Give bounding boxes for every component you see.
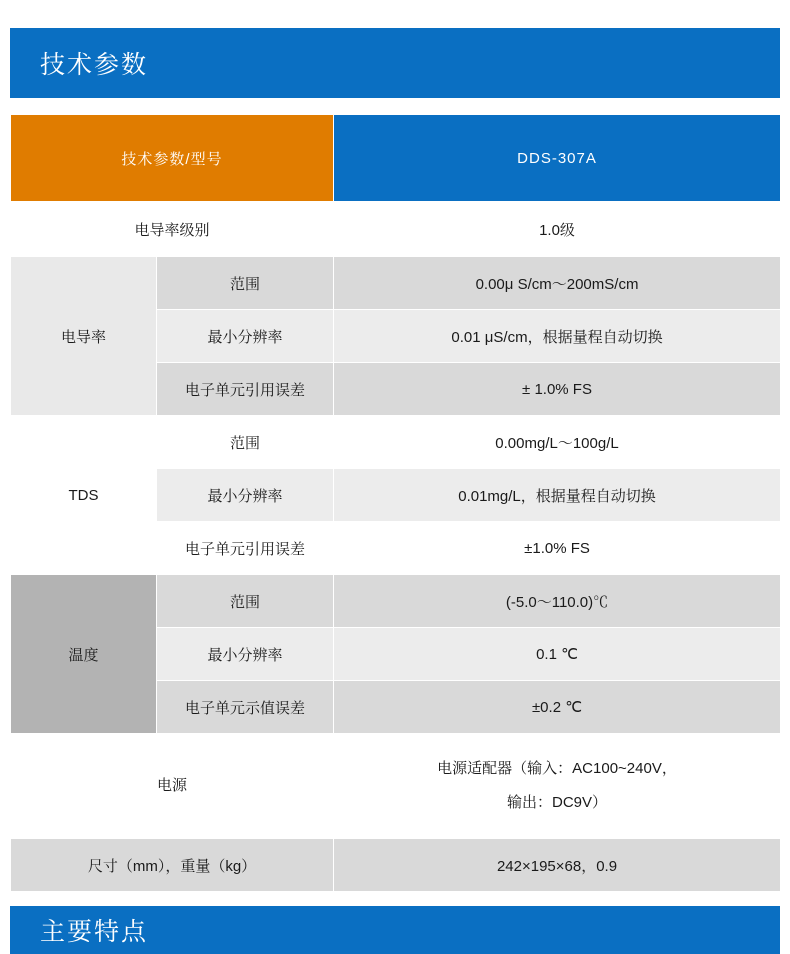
section-banner-title: 技术参数 xyxy=(40,51,149,79)
row-value-conductivity-class: 1.0级 xyxy=(334,202,781,257)
row-value-dimension: 242×195×68，0.9 xyxy=(334,839,781,892)
row-value-tds-error: ±1.0% FS xyxy=(334,522,781,575)
row-label-tds-error: 电子单元引用误差 xyxy=(157,522,334,575)
row-value-temperature-resolution: 0.1 ℃ xyxy=(334,628,781,681)
row-value-tds-range: 0.00mg/L～100g/L xyxy=(334,416,781,469)
row-value-tds-resolution: 0.01mg/L，根据量程自动切换 xyxy=(334,469,781,522)
row-value-conductivity-resolution: 0.01 μS/cm，根据量程自动切换 xyxy=(334,310,781,363)
row-label-power: 电源 xyxy=(11,734,334,839)
row-label-conductivity-class: 电导率级别 xyxy=(11,202,334,257)
group-label-temperature: 温度 xyxy=(11,575,157,734)
technical-parameters-table xyxy=(10,114,781,892)
table-row xyxy=(11,416,781,469)
section-banner-features-title: 主要特点 xyxy=(40,918,149,946)
table-header-row xyxy=(11,115,781,202)
table-row xyxy=(11,734,781,839)
row-label-temperature-resolution: 最小分辨率 xyxy=(157,628,334,681)
row-value-power xyxy=(334,734,781,839)
row-value-conductivity-range: 0.00μ S/cm～200mS/cm xyxy=(334,257,781,310)
row-label-tds-resolution: 最小分辨率 xyxy=(157,469,334,522)
power-value-line-1: 电源适配器（输入：AC100~240V， xyxy=(437,760,677,777)
row-label-conductivity-range: 范围 xyxy=(157,257,334,310)
table-row xyxy=(11,575,781,628)
power-value-line-2: 输出：DC9V） xyxy=(507,794,608,811)
row-label-conductivity-error: 电子单元引用误差 xyxy=(157,363,334,416)
table-header-right: DDS-307A xyxy=(334,115,781,202)
table-row xyxy=(11,257,781,310)
row-value-temperature-error: ±0.2 ℃ xyxy=(334,681,781,734)
table-row xyxy=(11,202,781,257)
row-label-conductivity-resolution: 最小分辨率 xyxy=(157,310,334,363)
table-header-left: 技术参数/型号 xyxy=(11,115,334,202)
group-label-conductivity: 电导率 xyxy=(11,257,157,416)
row-value-temperature-range: (-5.0～110.0)℃ xyxy=(334,575,781,628)
row-label-tds-range: 范围 xyxy=(157,416,334,469)
row-label-dimension: 尺寸（mm），重量（kg） xyxy=(11,839,334,892)
row-label-temperature-error: 电子单元示值误差 xyxy=(157,681,334,734)
row-label-temperature-range: 范围 xyxy=(157,575,334,628)
group-label-tds: TDS xyxy=(11,416,157,575)
row-value-conductivity-error: ± 1.0% FS xyxy=(334,363,781,416)
section-banner-features xyxy=(10,906,780,954)
section-banner-tech-params xyxy=(10,28,780,98)
table-row xyxy=(11,839,781,892)
